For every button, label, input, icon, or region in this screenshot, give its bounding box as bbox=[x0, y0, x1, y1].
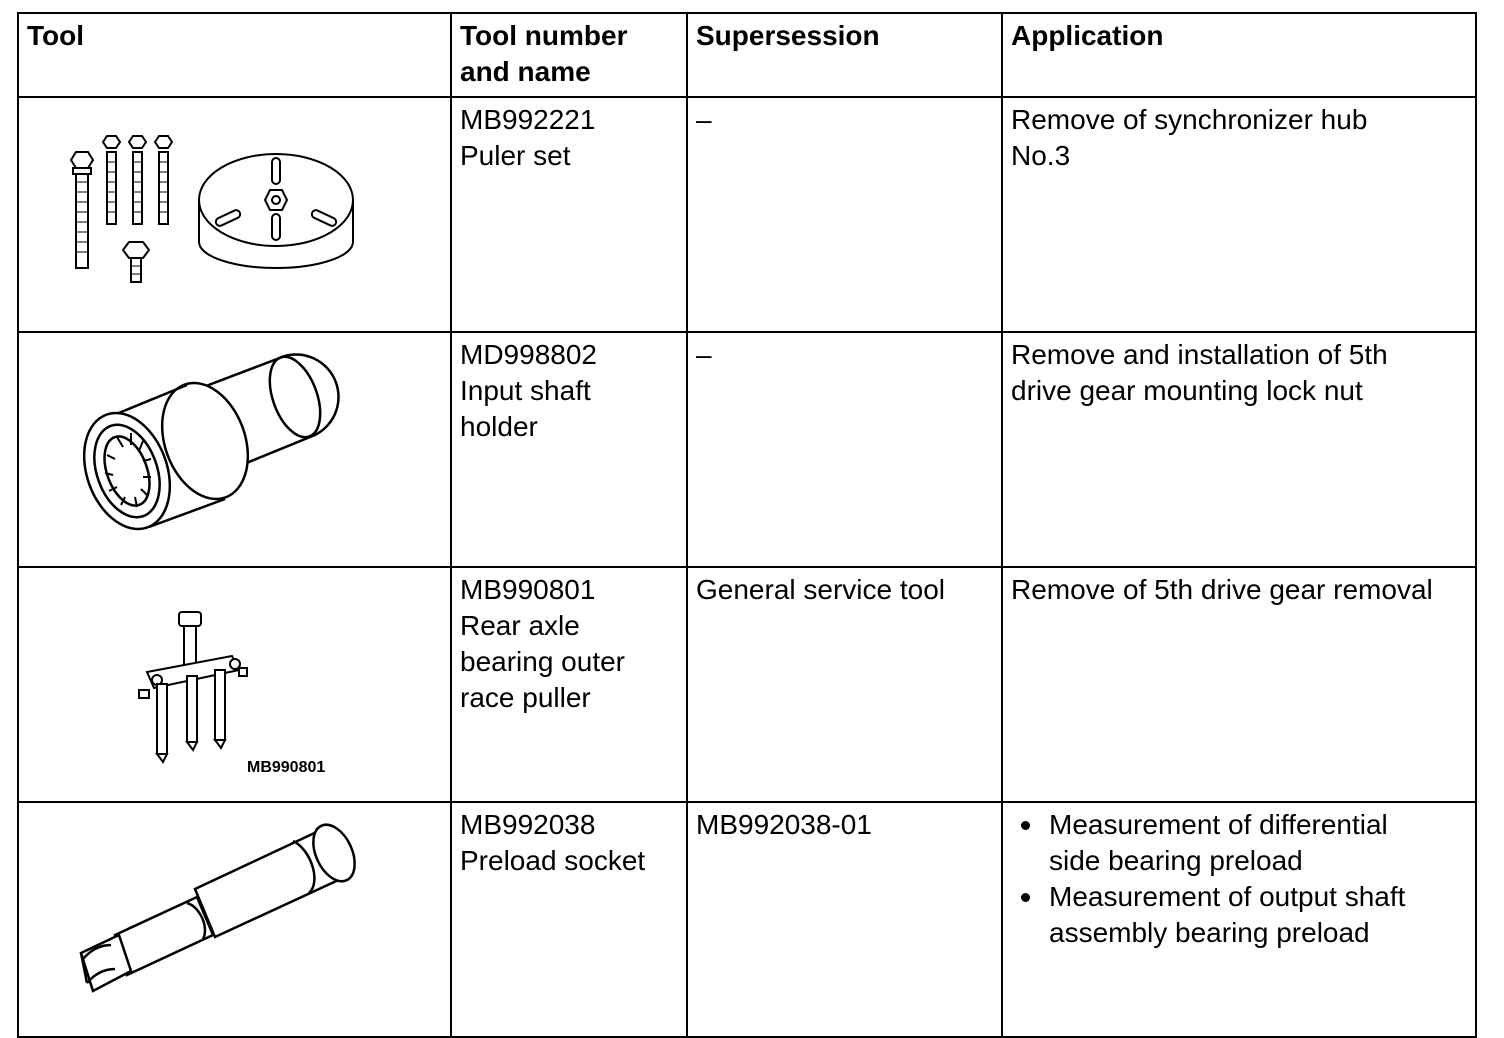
supersession-value: General service tool bbox=[696, 574, 946, 605]
tool-number-cell bbox=[451, 802, 687, 1037]
tool-name: bearing outer bbox=[460, 646, 626, 677]
tool-name: Puler set bbox=[460, 140, 571, 171]
application-cell bbox=[1002, 567, 1476, 802]
table-row bbox=[18, 97, 1476, 332]
input-shaft-holder-icon bbox=[27, 337, 460, 566]
tool-image-cell bbox=[18, 567, 451, 802]
tool-number: MB992221 bbox=[460, 104, 596, 135]
application-line: drive gear mounting lock nut bbox=[1011, 375, 1363, 406]
tool-number: MD998802 bbox=[460, 339, 597, 370]
header-tool-number bbox=[451, 13, 687, 97]
tool-name: Input shaft bbox=[460, 375, 591, 406]
application-cell bbox=[1002, 802, 1476, 1037]
tool-image-cell bbox=[18, 802, 451, 1037]
tool-image-label: MB990801 bbox=[247, 759, 326, 776]
supersession-cell bbox=[687, 332, 1002, 567]
header-tool: Tool bbox=[18, 13, 451, 97]
bearing-puller-icon bbox=[27, 572, 460, 801]
application-cell bbox=[1002, 332, 1476, 567]
header-row bbox=[18, 13, 1476, 97]
supersession-value: MB992038-01 bbox=[696, 809, 872, 840]
tool-number: MB990801 bbox=[460, 574, 596, 605]
application-bullet-list bbox=[1011, 807, 1467, 951]
tool-name: holder bbox=[460, 411, 538, 442]
puller-set-icon bbox=[27, 102, 460, 331]
application-line: No.3 bbox=[1011, 140, 1071, 171]
tool-name: race puller bbox=[460, 682, 591, 713]
supersession-cell bbox=[687, 97, 1002, 332]
supersession-value: – bbox=[696, 339, 712, 370]
application-bullet bbox=[1049, 807, 1467, 879]
table-row bbox=[18, 567, 1476, 802]
preload-socket-icon bbox=[27, 807, 460, 1036]
application-cell bbox=[1002, 97, 1476, 332]
application-line: Remove of 5th drive gear removal bbox=[1011, 574, 1433, 605]
tool-number-cell bbox=[451, 332, 687, 567]
application-line: Measurement of differential bbox=[1049, 809, 1388, 840]
application-line: Remove and installation of 5th bbox=[1011, 339, 1388, 370]
tool-number-cell bbox=[451, 567, 687, 802]
table-row bbox=[18, 802, 1476, 1037]
tool-name: Preload socket bbox=[460, 845, 646, 876]
tool-number-cell bbox=[451, 97, 687, 332]
tool-name: Rear axle bbox=[460, 610, 580, 641]
special-tools-table bbox=[17, 12, 1477, 1038]
tool-image-cell bbox=[18, 97, 451, 332]
supersession-cell bbox=[687, 802, 1002, 1037]
application-line: Measurement of output shaft bbox=[1049, 881, 1406, 912]
tool-number: MB992038 bbox=[460, 809, 596, 840]
application-bullet bbox=[1049, 879, 1467, 951]
supersession-value: – bbox=[696, 104, 712, 135]
table-row bbox=[18, 332, 1476, 567]
tool-image-cell bbox=[18, 332, 451, 567]
header-supersession: Supersession bbox=[687, 13, 1002, 97]
application-line: assembly bearing preload bbox=[1049, 917, 1370, 948]
application-line: side bearing preload bbox=[1049, 845, 1303, 876]
header-application: Application bbox=[1002, 13, 1476, 97]
application-line: Remove of synchronizer hub bbox=[1011, 104, 1368, 135]
header-tool-number-line: Tool number bbox=[460, 20, 628, 51]
header-tool-number-line: and name bbox=[460, 56, 591, 87]
supersession-cell bbox=[687, 567, 1002, 802]
